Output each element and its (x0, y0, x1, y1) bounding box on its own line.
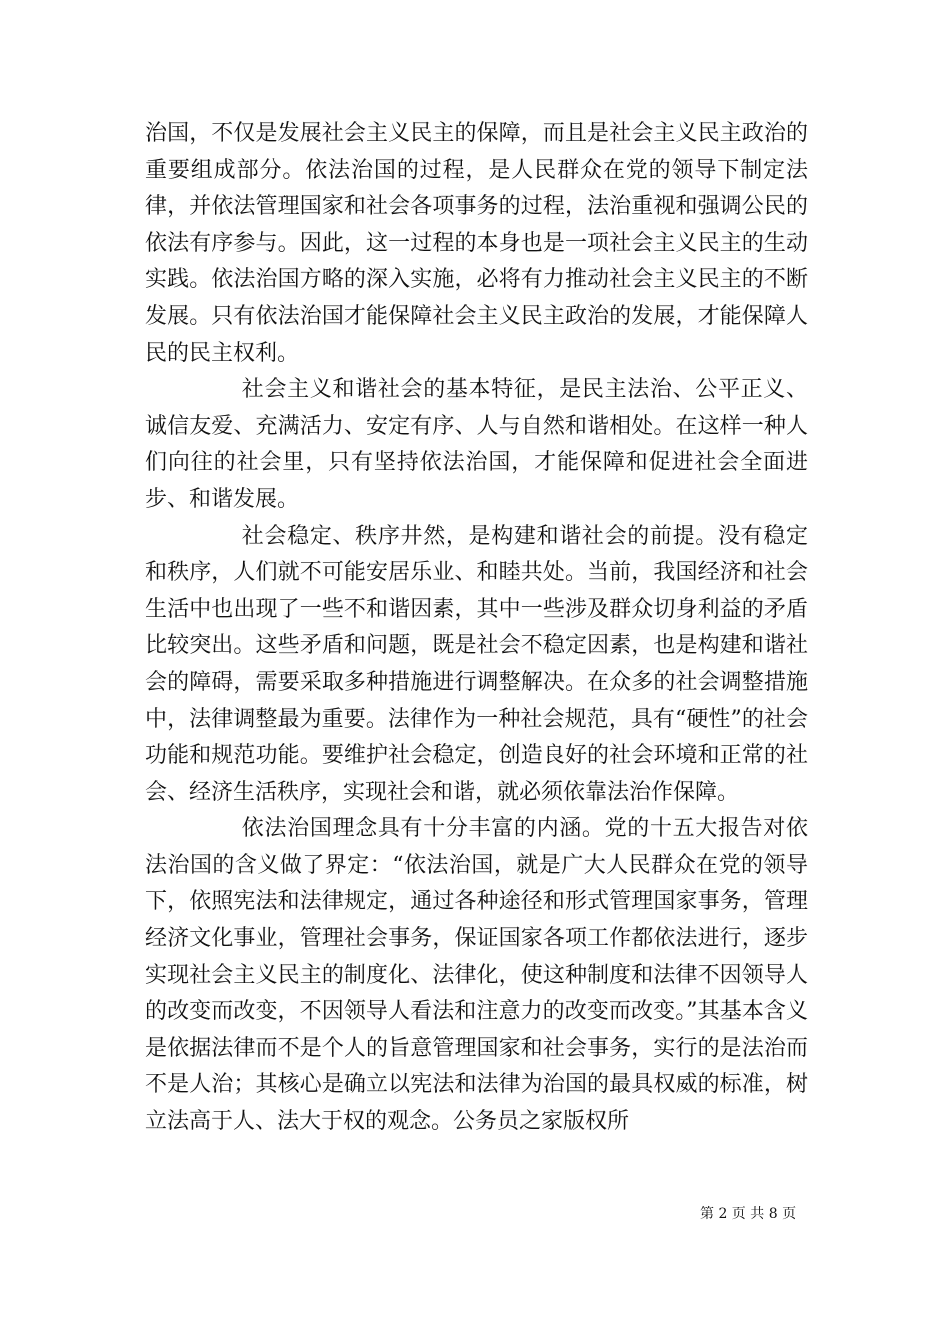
document-body (145, 116, 808, 1141)
paragraph-continued: 治国，不仅是发展社会主义民主的保障，而且是社会主义民主政治的重要组成部分。依法治国的过程，是人民群众在党的领导下制定法律，并依法管理国家和社会各项事务的过程，法治重视和强调公民的依法有序参与。因此，这一过程的本身也是一项社会主义民主的生动实践。依法治国方略的深入实施，必将有力推动社会主义民主的不断发展。只有依法治国才能保障社会主义民主政治的发展，才能保障人民的民主权利。 (145, 121, 808, 366)
page-number-footer: 第 2 页 共 8 页 (700, 1206, 797, 1222)
paragraph-social-stability: 社会稳定、秩序井然，是构建和谐社会的前提。没有稳定和秩序，人们就不可能安居乐业、和睦共处。当前，我国经济和社会生活中也出现了一些不和谐因素，其中一些涉及群众切身利益的矛盾比较突出。这些矛盾和问题，既是社会不稳定因素，也是构建和谐社会的障碍，需要采取多种措施进行调整解决。在众多的社会调整措施中，法律调整最为重要。法律作为一种社会规范，具有“硬性”的社会功能和规范功能。要维护社会稳定，创造良好的社会环境和正常的社会、经济生活秩序，实现社会和谐，就必须依靠法治作保障。 (145, 523, 808, 805)
paragraph-harmonious-society: 社会主义和谐社会的基本特征，是民主法治、公平正义、诚信友爱、充满活力、安定有序、人与自然和谐相处。在这样一种人们向往的社会里，只有坚持依法治国，才能保障和促进社会全面进步、和谐发展。 (145, 377, 808, 512)
paragraph-rule-of-law-concept: 依法治国理念具有十分丰富的内涵。党的十五大报告对依法治国的含义做了界定：“依法治国，就是广大人民群众在党的领导下，依照宪法和法律规定，通过各种途径和形式管理国家事务，管理经济文化事业，管理社会事务，保证国家各项工作都依法进行，逐步实现社会主义民主的制度化、法律化，使这种制度和法律不因领导人的改变而改变，不因领导人看法和注意力的改变而改变。”其基本含义是依据法律而不是个人的旨意管理国家和社会事务，实行的是法治而不是人治；其核心是确立以宪法和法律为治国的最具权威的标准，树立法高于人、法大于权的观念。公务员之家版权所 (145, 816, 808, 1135)
